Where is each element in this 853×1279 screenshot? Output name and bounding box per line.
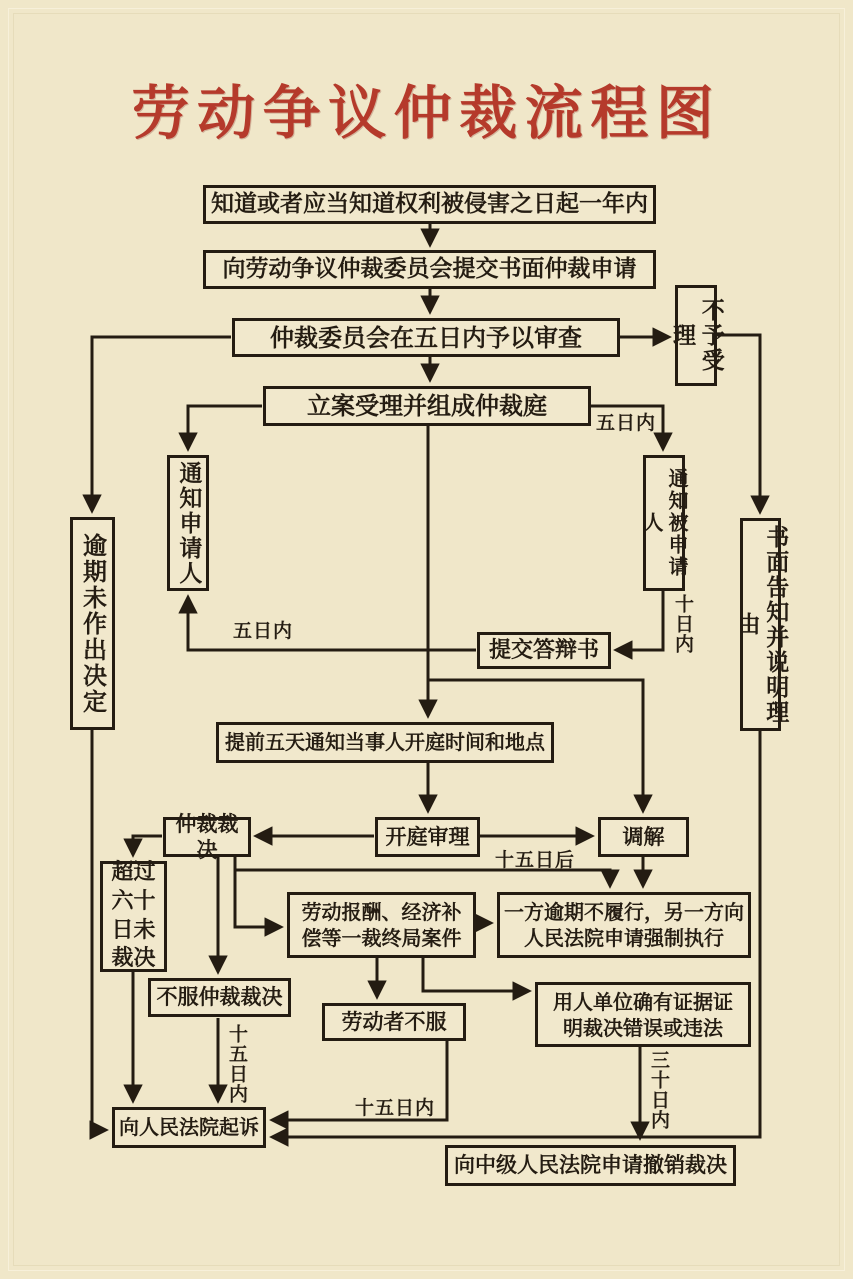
page-title: 劳动争议仲裁流程图 <box>131 79 722 147</box>
node-award: 仲裁裁决 <box>163 817 251 857</box>
node-notify-respondent: 通知被申请人 <box>643 455 685 591</box>
label-five-days-copy: 五日内 <box>233 620 294 642</box>
node-defense: 提交答辩书 <box>477 632 611 669</box>
node-overdue-decision: 逾期未作出决定 <box>70 517 115 730</box>
label-thirty-days: 三十日内 <box>648 1050 670 1130</box>
edge-respondent-defense <box>616 591 663 650</box>
node-apply-enforcement: 一方逾期不履行，另一方向人民法院申请强制执行 <box>497 892 751 958</box>
label-fifteen-days-worker: 十五日内 <box>355 1097 436 1119</box>
node-final-adjudication-case: 劳动报酬、经济补偿等一裁终局案件 <box>287 892 476 958</box>
label-ten-days: 十日内 <box>672 594 694 654</box>
node-mediation: 调解 <box>598 817 689 857</box>
node-hearing-notice: 提前五天通知当事人开庭时间和地点 <box>216 722 554 763</box>
node-hearing: 开庭审理 <box>375 817 480 857</box>
node-dissatisfied-award: 不服仲裁裁决 <box>148 978 291 1017</box>
node-over-60-days: 超过六十日未裁决 <box>100 861 167 972</box>
edge-review-overdue <box>92 337 231 511</box>
node-review: 仲裁委员会在五日内予以审查 <box>232 318 620 357</box>
node-reject: 不予受理 <box>675 285 717 386</box>
edge-award-over60 <box>133 836 162 855</box>
node-sue-court: 向人民法院起诉 <box>112 1107 266 1148</box>
node-employer-evidence: 用人单位确有证据证明裁决错误或违法 <box>535 982 751 1047</box>
edge-file-notify-applicant <box>188 406 262 449</box>
label-fifteen-days-later: 十五日后 <box>495 849 576 871</box>
node-worker-dissatisfied: 劳动者不服 <box>322 1003 466 1041</box>
node-notify-applicant: 通知申请人 <box>167 455 209 591</box>
node-start: 知道或者应当知道权利被侵害之日起一年内 <box>203 185 656 224</box>
node-written-notice: 书面告知并说明理由 <box>740 518 781 731</box>
node-file-case: 立案受理并组成仲裁庭 <box>263 386 591 426</box>
edge-award-enforce <box>235 870 610 886</box>
edge-defense-applicant <box>188 597 476 650</box>
node-submit-application: 向劳动争议仲裁委员会提交书面仲裁申请 <box>203 250 656 289</box>
edge-award-finalcase <box>235 857 281 927</box>
node-revoke-award: 向中级人民法院申请撤销裁决 <box>445 1145 736 1186</box>
label-fifteen-days-appeal: 十五日内 <box>226 1024 248 1104</box>
label-five-days-serve: 五日内 <box>596 412 657 434</box>
edge-finalcase-employer <box>423 958 529 991</box>
